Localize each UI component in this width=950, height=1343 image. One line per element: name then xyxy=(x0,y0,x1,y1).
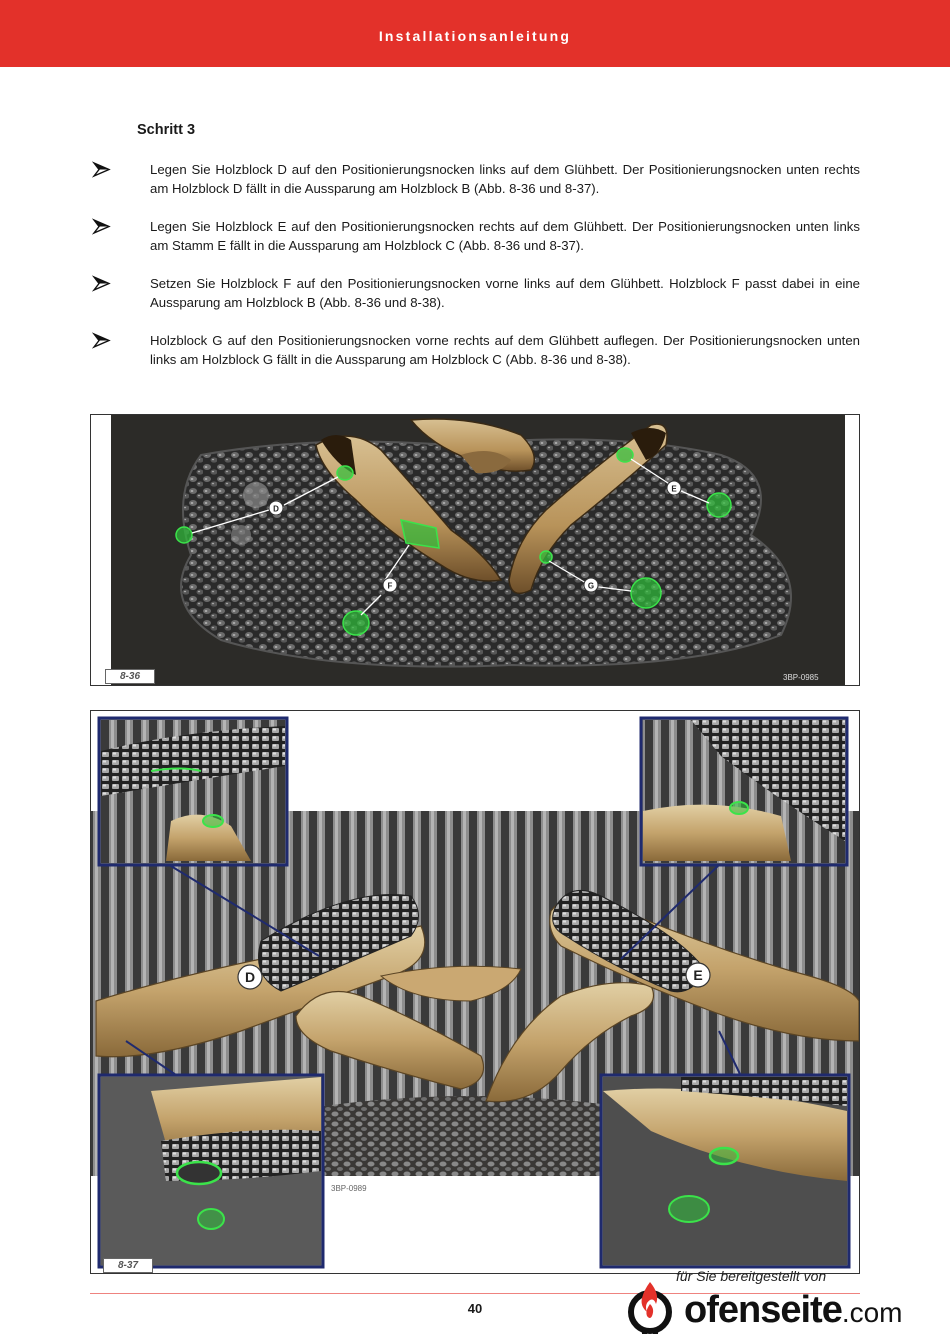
brand-name: ofenseite xyxy=(684,1289,842,1331)
photo-code: 3BP-0989 xyxy=(331,1184,367,1193)
step-title: Schritt 3 xyxy=(137,122,196,138)
bullet-text: Holzblock G auf den Positionierungsnocken vorne rechts auf dem Glühbett auflegen. Der Positionierungsnocken unten links am Holzblock G fällt in die Aussparung am Holzblock C (Abb. 8-36 und 8-38). xyxy=(150,333,860,367)
provided-by-text: für Sie bereitgestellt von xyxy=(676,1268,827,1284)
callout-d: D xyxy=(244,969,256,985)
callout-d: D xyxy=(273,504,279,514)
header-bar xyxy=(0,0,950,67)
inset-top-left xyxy=(99,718,287,865)
callout-e: E xyxy=(693,967,703,983)
flame-logo-icon xyxy=(624,1278,676,1336)
brand-tld: .com xyxy=(841,1297,903,1328)
bullet-text: Legen Sie Holzblock E auf den Positionierungsnocken rechts auf dem Glühbett. Der Positionierungsnocken unten links am Stamm E fällt in die Aussparung am Holzblock C (Abb. 8-36 und 8-37). xyxy=(150,219,860,253)
figure-8-36 xyxy=(90,414,860,686)
log-placement-photo xyxy=(91,711,859,1273)
figure-label: 8-36 xyxy=(105,669,155,684)
inset-top-right xyxy=(641,718,847,865)
bullet-text: Setzen Sie Holzblock F auf den Positionierungsnocken vorne links auf dem Glühbett. Holzblock F passt dabei in eine Aussparung am Holzblock B (Abb. 8-36 und 8-38). xyxy=(150,276,860,310)
arrow-bullet-icon xyxy=(92,274,112,293)
arrow-bullet-icon xyxy=(92,160,112,179)
callout-e: E xyxy=(671,484,677,494)
bullet-item xyxy=(92,274,860,312)
bullet-item xyxy=(92,160,860,198)
arrow-bullet-icon xyxy=(92,331,112,350)
inset-bottom-right xyxy=(601,1075,849,1267)
bullet-text: Legen Sie Holzblock D auf den Positionierungsnocken links auf dem Glühbett. Der Positionierungsnocken unten rechts am Holzblock D fällt in die Aussparung am Holzblock B (Abb. 8-36 und 8-37). xyxy=(150,162,860,196)
bullet-item xyxy=(92,331,860,369)
header-title: Installationsanleitung xyxy=(378,28,572,44)
inset-bottom-left xyxy=(99,1075,323,1267)
page-number: 40 xyxy=(467,1301,483,1316)
arrow-bullet-icon xyxy=(92,217,112,236)
figure-8-37 xyxy=(90,710,860,1274)
figure-label: 8-37 xyxy=(103,1258,153,1273)
callout-g: G xyxy=(587,581,595,591)
callout-f: F xyxy=(387,581,393,591)
glow-bed-photo xyxy=(91,415,859,685)
brand-logo xyxy=(684,1289,903,1332)
bullet-item xyxy=(92,217,860,255)
photo-code: 3BP-0985 xyxy=(783,673,819,682)
